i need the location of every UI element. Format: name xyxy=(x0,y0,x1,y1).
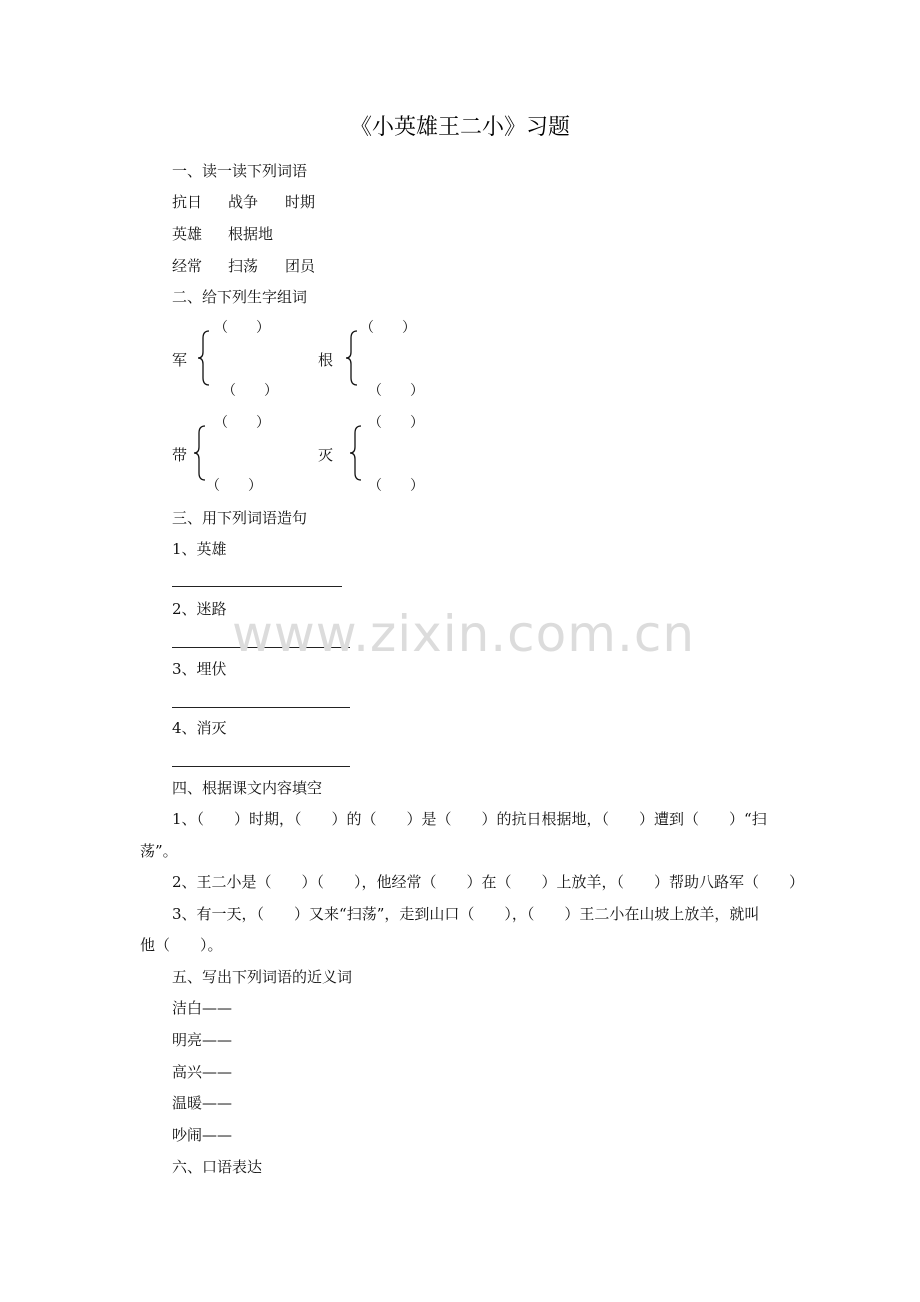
answer-blank[interactable]: （ ） xyxy=(222,383,278,399)
word-item: 抗日 xyxy=(172,193,203,211)
answer-blank[interactable]: （ ） xyxy=(214,415,270,431)
synonym-item: 高兴—— xyxy=(172,1063,233,1081)
answer-blank[interactable]: （ ） xyxy=(214,320,270,336)
word-item: 扫荡 xyxy=(228,257,259,275)
word-item: 英雄 xyxy=(172,225,203,243)
fill-line: 3、有一天，（ ）又来“扫荡”，走到山口（ ），（ ）王二小在山坡上放羊，就叫 xyxy=(172,905,760,923)
sentence-item: 1、英雄 xyxy=(172,540,227,558)
word-item: 团员 xyxy=(285,257,316,275)
section4-heading: 四、根据课文内容填空 xyxy=(172,779,323,797)
answer-line[interactable] xyxy=(172,586,342,587)
answer-blank[interactable]: （ ） xyxy=(368,415,424,431)
char-gen: 根 xyxy=(318,351,334,369)
synonym-item: 明亮—— xyxy=(172,1031,233,1049)
section3-heading: 三、用下列词语造句 xyxy=(172,509,308,527)
fill-line: 荡”。 xyxy=(140,842,178,860)
answer-blank[interactable]: （ ） xyxy=(360,320,416,336)
char-dai: 带 xyxy=(172,446,188,464)
word-item: 根据地 xyxy=(228,225,274,243)
answer-blank[interactable]: （ ） xyxy=(368,383,424,399)
answer-line[interactable] xyxy=(172,707,350,708)
word-item: 战争 xyxy=(228,193,259,211)
sentence-item: 2、迷路 xyxy=(172,600,227,618)
word-item: 时期 xyxy=(285,193,316,211)
sentence-item: 3、埋伏 xyxy=(172,660,227,678)
page-title: 《小英雄王二小》习题 xyxy=(349,115,570,140)
section6-heading: 六、口语表达 xyxy=(172,1158,263,1176)
brace-icon xyxy=(192,425,208,481)
answer-blank[interactable]: （ ） xyxy=(206,478,262,494)
fill-line: 1、（ ）时期，（ ）的（ ）是（ ）的抗日根据地，（ ）遭到（ ）“扫 xyxy=(172,810,767,828)
synonym-item: 吵闹—— xyxy=(172,1126,233,1144)
word-item: 经常 xyxy=(172,257,203,275)
brace-icon xyxy=(344,330,360,386)
section2-heading: 二、给下列生字组词 xyxy=(172,288,308,306)
section1-heading: 一、读一读下列词语 xyxy=(172,162,308,180)
answer-blank[interactable]: （ ） xyxy=(368,478,424,494)
brace-icon xyxy=(196,330,212,386)
watermark: www.zixin.com.cn xyxy=(232,605,696,663)
fill-line: 他（ ）。 xyxy=(140,936,223,954)
sentence-item: 4、消灭 xyxy=(172,719,227,737)
char-mie: 灭 xyxy=(318,446,334,464)
brace-icon xyxy=(348,425,364,481)
section5-heading: 五、写出下列词语的近义词 xyxy=(172,968,353,986)
synonym-item: 洁白—— xyxy=(172,999,233,1017)
synonym-item: 温暖—— xyxy=(172,1094,233,1112)
fill-line: 2、王二小是（ ）（ ），他经常（ ）在（ ）上放羊，（ ）帮助八路军（ ） xyxy=(172,873,805,891)
answer-line[interactable] xyxy=(172,766,350,767)
char-jun: 军 xyxy=(172,351,188,369)
